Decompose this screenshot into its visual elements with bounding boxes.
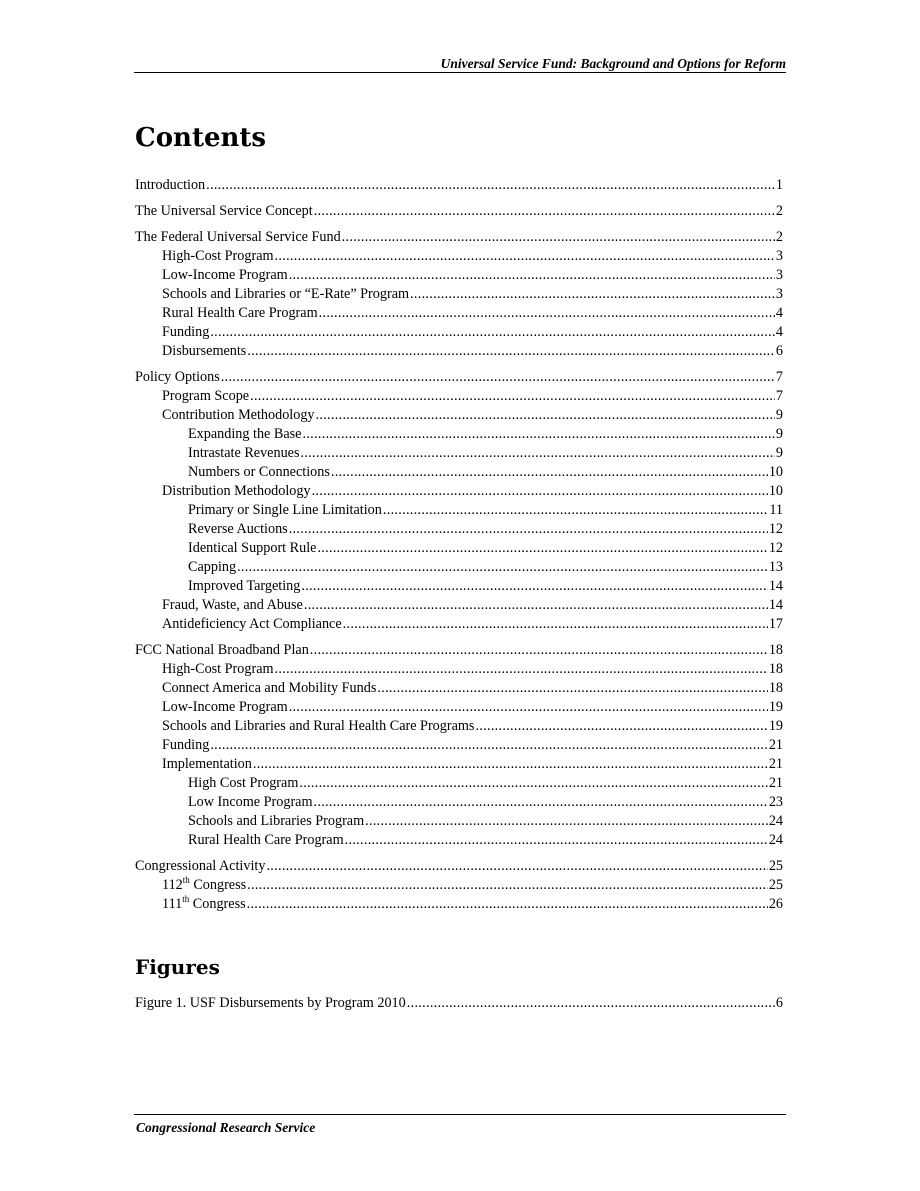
toc-entry[interactable] (135, 641, 783, 660)
toc-entry-page-number: 3 (775, 248, 783, 264)
toc-entry-page-number: 7 (775, 388, 783, 404)
toc-entry-title: Schools and Libraries and Rural Health Care Programs (162, 718, 475, 734)
toc-entry-title: Low Income Program (188, 794, 313, 810)
toc-entry-title: Program Scope (162, 388, 250, 404)
toc-entry-title: The Federal Universal Service Fund (135, 229, 341, 245)
toc-entry-title: Expanding the Base (188, 426, 302, 442)
toc-entry[interactable] (135, 304, 783, 323)
dot-leader (221, 368, 775, 387)
toc-entry-page-number: 24 (768, 813, 783, 829)
dot-leader (302, 425, 774, 444)
contents-heading: Contents (135, 123, 267, 153)
toc-entry[interactable] (135, 342, 783, 361)
toc-entry-page-number: 6 (775, 995, 783, 1011)
toc-entry[interactable] (135, 994, 783, 1013)
dot-leader (247, 342, 775, 361)
toc-entry-title: The Universal Service Concept (135, 203, 313, 219)
toc-entry[interactable] (135, 895, 783, 914)
toc-entry-title: Funding (162, 737, 210, 753)
toc-entry-title: Congressional Activity (135, 858, 266, 874)
toc-entry-title: 111th Congress (162, 894, 246, 912)
toc-entry-title: Schools and Libraries or “E-Rate” Program (162, 286, 410, 302)
dot-leader (345, 831, 768, 850)
dot-leader (289, 266, 775, 285)
dot-leader (377, 679, 767, 698)
toc-entry[interactable] (135, 444, 783, 463)
toc-entry[interactable] (135, 558, 783, 577)
dot-leader (299, 774, 767, 793)
dot-leader (319, 304, 775, 323)
toc-entry-page-number: 26 (768, 896, 783, 912)
toc-entry-page-number: 25 (768, 877, 783, 893)
toc-entry-page-number: 19 (768, 718, 783, 734)
toc-entry[interactable] (135, 717, 783, 736)
toc-entry-page-number: 3 (775, 286, 783, 302)
toc-entry[interactable] (135, 698, 783, 717)
footer-text: Congressional Research Service (136, 1120, 316, 1135)
toc-entry-page-number: 4 (775, 324, 783, 340)
toc-entry-page-number: 14 (768, 578, 783, 594)
dot-leader (237, 558, 768, 577)
toc-entry[interactable] (135, 793, 783, 812)
toc-entry-page-number: 9 (775, 426, 783, 442)
toc-entry-title: Disbursements (162, 343, 247, 359)
toc-entry-title: High-Cost Program (162, 248, 274, 264)
toc-entry-page-number: 23 (768, 794, 783, 810)
dot-leader (331, 463, 768, 482)
toc-entry-title: High Cost Program (188, 775, 299, 791)
toc-entry[interactable] (135, 176, 783, 195)
toc-entry-page-number: 1 (775, 177, 783, 193)
toc-entry[interactable] (135, 501, 783, 520)
toc-entry[interactable] (135, 876, 783, 895)
toc-entry-page-number: 25 (768, 858, 783, 874)
toc-entry-title: Contribution Methodology (162, 407, 315, 423)
toc-entry-page-number: 21 (768, 775, 783, 791)
toc-entry-page-number: 9 (775, 445, 783, 461)
toc-entry[interactable] (135, 577, 783, 596)
dot-leader (314, 793, 768, 812)
toc-entry-page-number: 18 (768, 661, 783, 677)
toc-entry-title: Schools and Libraries Program (188, 813, 365, 829)
toc-entry-page-number: 24 (768, 832, 783, 848)
dot-leader (314, 202, 775, 221)
toc-entry-page-number: 17 (768, 616, 783, 632)
toc-entry[interactable] (135, 831, 783, 850)
dot-leader (275, 660, 768, 679)
toc-entry-title: Reverse Auctions (188, 521, 288, 537)
toc-entry[interactable] (135, 266, 783, 285)
toc-entry[interactable] (135, 323, 783, 342)
dot-leader (316, 406, 775, 425)
toc-entry[interactable] (135, 774, 783, 793)
toc-entry-page-number: 18 (768, 680, 783, 696)
toc-entry[interactable] (135, 228, 783, 247)
toc-entry-title: Funding (162, 324, 210, 340)
running-header: Universal Service Fund: Background and Options for Reform (440, 56, 786, 71)
contents-list (135, 176, 783, 914)
dot-leader (300, 444, 774, 463)
dot-leader (304, 596, 768, 615)
toc-entry[interactable] (135, 482, 783, 501)
toc-entry-page-number: 14 (768, 597, 783, 613)
toc-entry-title: Rural Health Care Program (162, 305, 318, 321)
toc-entry-page-number: 19 (768, 699, 783, 715)
dot-leader (247, 895, 768, 914)
toc-entry[interactable] (135, 679, 783, 698)
toc-entry-page-number: 2 (775, 229, 783, 245)
toc-entry-title: Implementation (162, 756, 252, 772)
toc-entry[interactable] (135, 755, 783, 774)
toc-entry-page-number: 10 (768, 464, 783, 480)
toc-entry-title: 112th Congress (162, 875, 247, 893)
toc-entry[interactable] (135, 615, 783, 634)
toc-entry-title: Introduction (135, 177, 206, 193)
toc-entry-page-number: 11 (769, 502, 783, 518)
toc-entry[interactable] (135, 596, 783, 615)
toc-entry-title: Antideficiency Act Compliance (162, 616, 342, 632)
toc-entry-page-number: 3 (775, 267, 783, 283)
toc-entry-title: Low-Income Program (162, 699, 288, 715)
toc-entry[interactable] (135, 368, 783, 387)
toc-entry-page-number: 21 (768, 737, 783, 753)
toc-entry[interactable] (135, 520, 783, 539)
toc-entry-title: Policy Options (135, 369, 220, 385)
toc-entry-title: Intrastate Revenues (188, 445, 300, 461)
toc-entry-title: Distribution Methodology (162, 483, 311, 499)
toc-entry-title: Rural Health Care Program (188, 832, 344, 848)
dot-leader (301, 577, 767, 596)
toc-entry-title: Improved Targeting (188, 578, 301, 594)
toc-entry-page-number: 12 (768, 540, 783, 556)
dot-leader (250, 387, 775, 406)
toc-entry-page-number: 6 (775, 343, 783, 359)
toc-entry-title: Numbers or Connections (188, 464, 330, 480)
toc-entry-page-number: 7 (775, 369, 783, 385)
toc-entry-page-number: 4 (775, 305, 783, 321)
dot-leader (206, 176, 775, 195)
dot-leader (275, 247, 775, 266)
toc-entry-page-number: 12 (768, 521, 783, 537)
toc-entry[interactable] (135, 247, 783, 266)
toc-entry[interactable] (135, 736, 783, 755)
dot-leader (407, 994, 775, 1013)
header-rule (134, 72, 786, 73)
figures-list (135, 994, 783, 1013)
dot-leader (289, 520, 768, 539)
toc-entry-page-number: 2 (775, 203, 783, 219)
toc-entry-title: FCC National Broadband Plan (135, 642, 309, 658)
dot-leader (289, 698, 768, 717)
dot-leader (343, 615, 768, 634)
dot-leader (210, 323, 775, 342)
dot-leader (365, 812, 768, 831)
toc-entry-title: Identical Support Rule (188, 540, 317, 556)
toc-entry[interactable] (135, 660, 783, 679)
dot-leader (317, 539, 767, 558)
toc-entry-title: Connect America and Mobility Funds (162, 680, 377, 696)
dot-leader (310, 641, 768, 660)
toc-entry[interactable] (135, 387, 783, 406)
toc-entry[interactable] (135, 202, 783, 221)
toc-entry-page-number: 18 (768, 642, 783, 658)
dot-leader (312, 482, 768, 501)
dot-leader (410, 285, 775, 304)
toc-entry-page-number: 9 (775, 407, 783, 423)
toc-entry[interactable] (135, 539, 783, 558)
toc-entry-title: Primary or Single Line Limitation (188, 502, 382, 518)
toc-entry-title: Figure 1. USF Disbursements by Program 2010 (135, 995, 406, 1011)
dot-leader (247, 876, 768, 895)
toc-entry-title: Capping (188, 559, 237, 575)
dot-leader (266, 857, 767, 876)
toc-entry[interactable] (135, 857, 783, 876)
toc-entry-page-number: 13 (768, 559, 783, 575)
toc-entry-page-number: 21 (768, 756, 783, 772)
figures-heading: Figures (135, 955, 220, 979)
footer-rule (134, 1114, 786, 1115)
dot-leader (342, 228, 775, 247)
dot-leader (475, 717, 767, 736)
toc-entry[interactable] (135, 463, 783, 482)
toc-entry-title: Low-Income Program (162, 267, 288, 283)
toc-entry[interactable] (135, 425, 783, 444)
toc-entry-page-number: 10 (768, 483, 783, 499)
toc-entry[interactable] (135, 812, 783, 831)
toc-entry[interactable] (135, 406, 783, 425)
dot-leader (383, 501, 768, 520)
toc-entry-title: High-Cost Program (162, 661, 274, 677)
dot-leader (253, 755, 768, 774)
dot-leader (210, 736, 768, 755)
toc-entry[interactable] (135, 285, 783, 304)
toc-entry-title: Fraud, Waste, and Abuse (162, 597, 303, 613)
